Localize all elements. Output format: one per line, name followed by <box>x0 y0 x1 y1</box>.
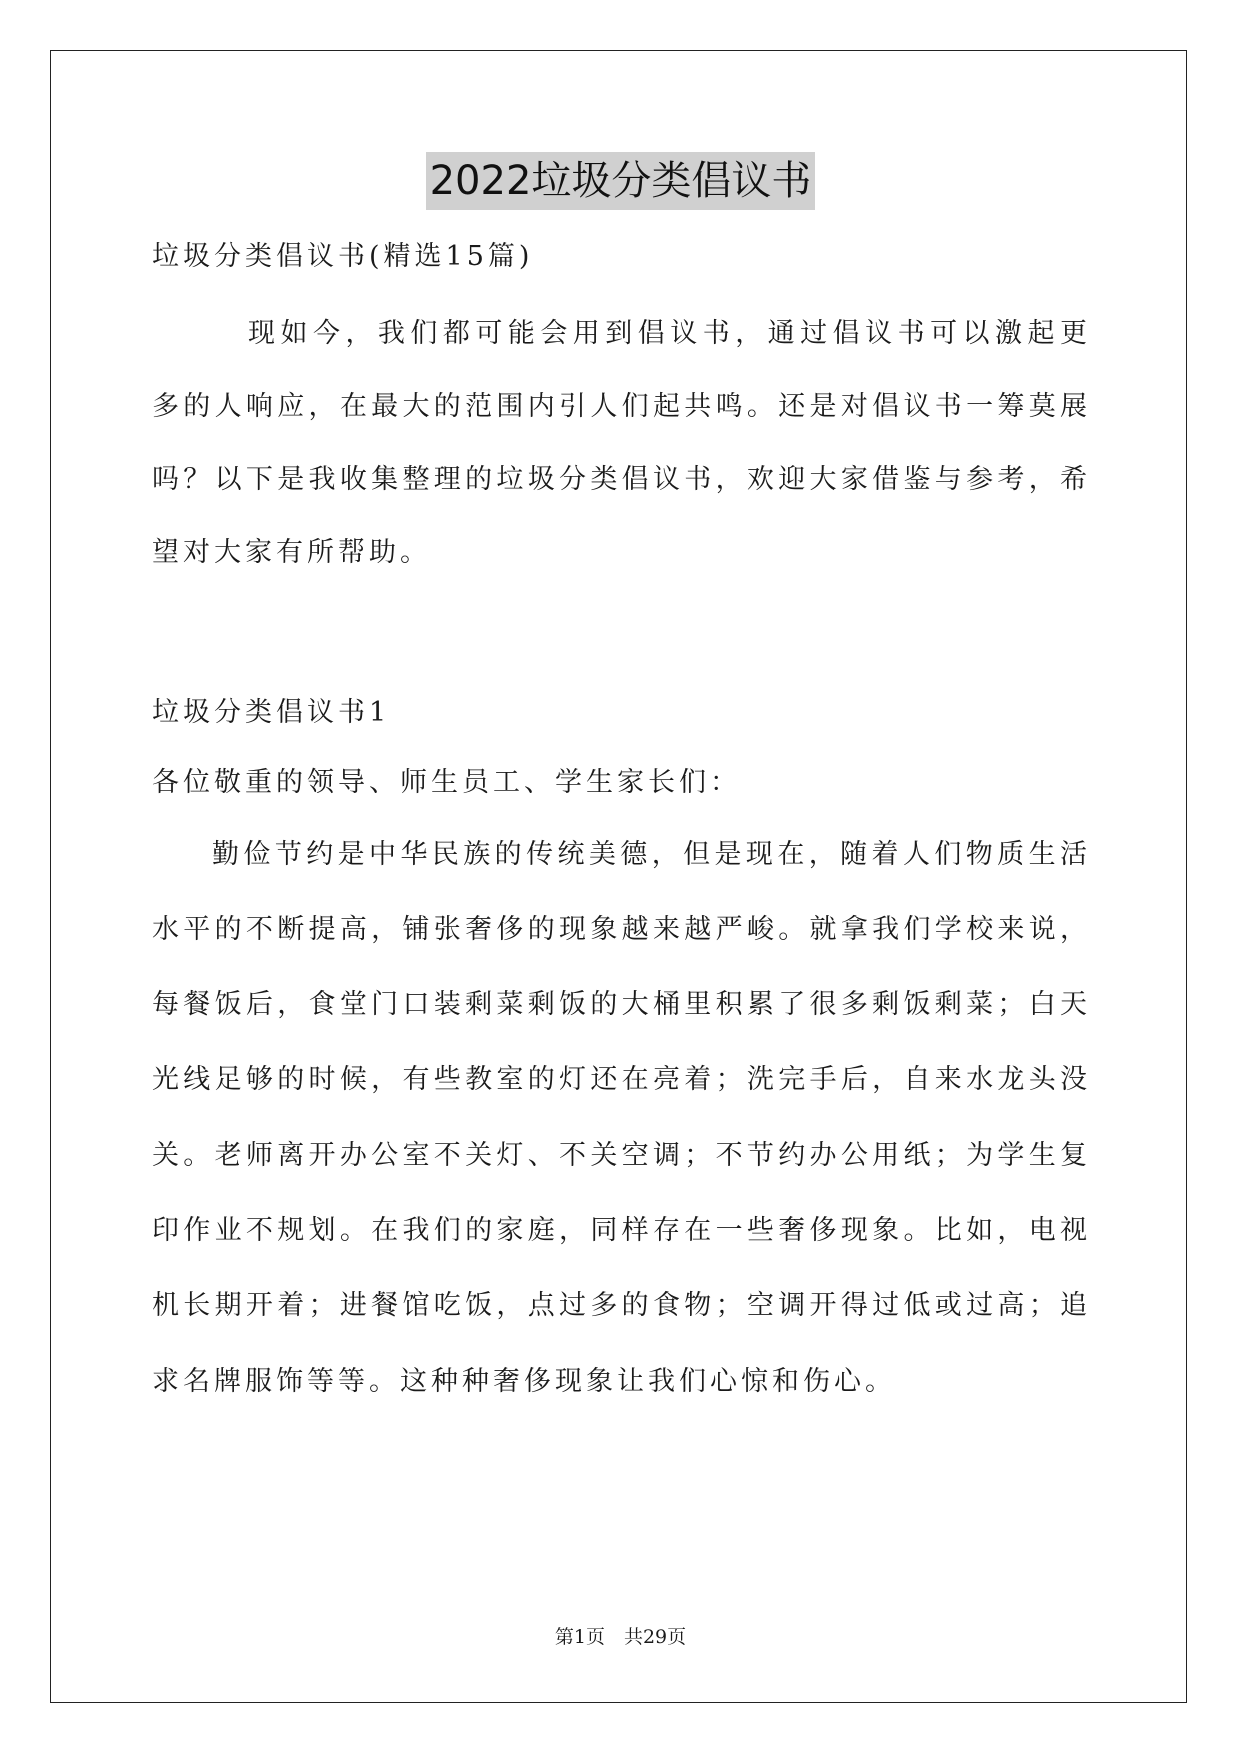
document-subtitle: 垃圾分类倡议书(精选15篇) <box>152 241 534 272</box>
page-border <box>50 50 1187 1703</box>
body-line-8: 求名牌服饰等等。这种种奢侈现象让我们心惊和伤心。 <box>152 1366 896 1397</box>
title-container <box>0 152 1241 210</box>
intro-line-1: 现如今，我们都可能会用到倡议书，通过倡议书可以激起更 <box>248 318 1087 349</box>
salutation: 各位敬重的领导、师生员工、学生家长们： <box>152 767 741 798</box>
body-line-3: 每餐饭后，食堂门口装剩菜剩饭的大桶里积累了很多剩饭剩菜；白天 <box>152 989 1087 1020</box>
page-footer: 第1页 共29页 <box>554 1626 687 1648</box>
body-line-6: 印作业不规划。在我们的家庭，同样存在一些奢侈现象。比如，电视 <box>152 1215 1087 1246</box>
body-line-5: 关。老师离开办公室不关灯、不关空调；不节约办公用纸；为学生复 <box>152 1140 1087 1171</box>
intro-line-4: 望对大家有所帮助。 <box>152 537 431 568</box>
body-line-1: 勤俭节约是中华民族的传统美德，但是现在，随着人们物质生活 <box>212 839 1087 870</box>
body-line-7: 机长期开着；进餐馆吃饭，点过多的食物；空调开得过低或过高；追 <box>152 1290 1087 1321</box>
section-heading: 垃圾分类倡议书1 <box>152 697 391 728</box>
body-line-4: 光线足够的时候，有些教室的灯还在亮着；洗完手后，自来水龙头没 <box>152 1064 1087 1095</box>
body-line-2: 水平的不断提高，铺张奢侈的现象越来越严峻。就拿我们学校来说， <box>152 914 1087 945</box>
intro-line-2: 多的人响应，在最大的范围内引人们起共鸣。还是对倡议书一筹莫展 <box>152 391 1087 422</box>
document-title: 2022垃圾分类倡议书 <box>426 152 816 210</box>
intro-line-3: 吗？以下是我收集整理的垃圾分类倡议书，欢迎大家借鉴与参考，希 <box>152 464 1087 495</box>
